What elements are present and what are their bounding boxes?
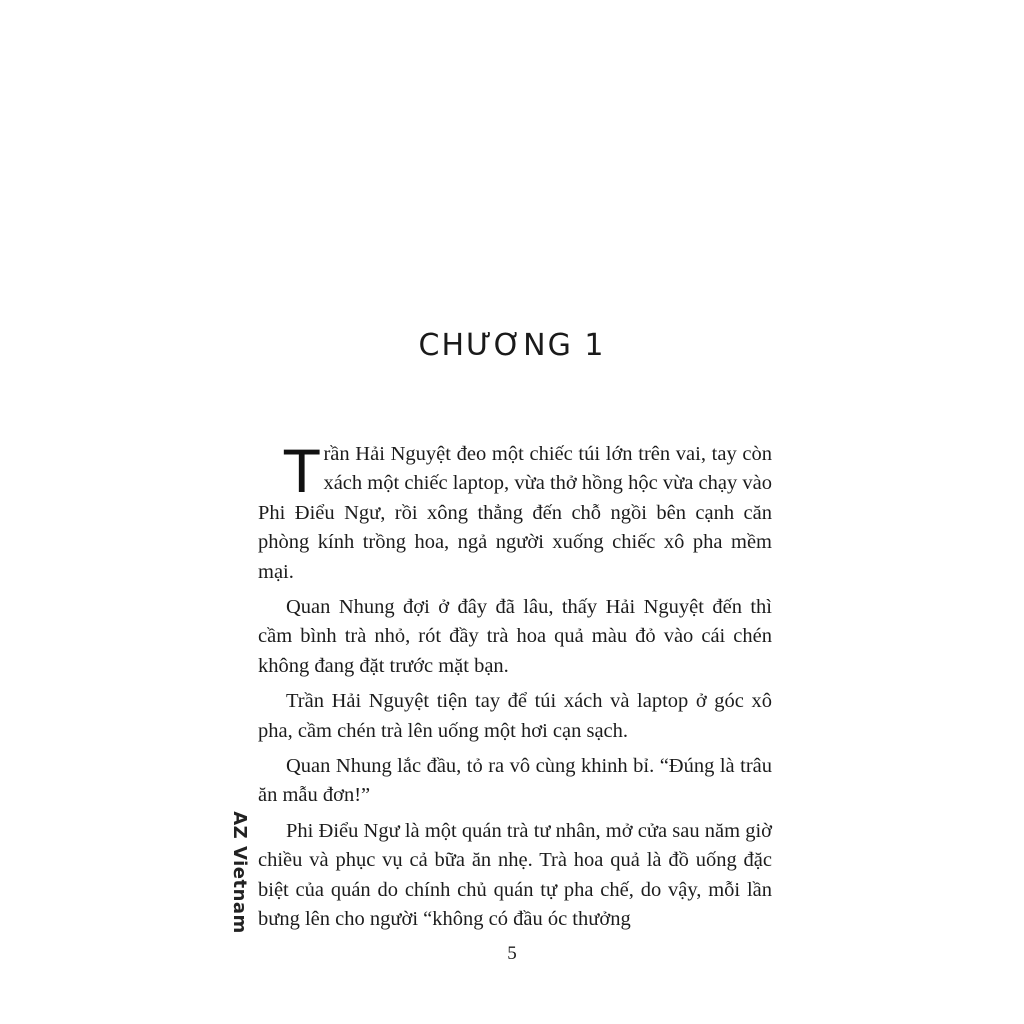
paragraph-1 [258,440,772,587]
page-number: 5 [507,943,517,964]
chapter-body [258,440,772,941]
drop-cap: T [284,438,320,506]
publisher-logo-text: AZ Vietnam [228,811,250,934]
paragraph-4: Quan Nhung lắc đầu, tỏ ra vô cùng khinh bỉ. “Đúng là trâu ăn mẫu đơn!” [258,755,772,807]
paragraph-5: Phi Điểu Ngư là một quán trà tư nhân, mở cửa sau năm giờ chiều và phục vụ cả bữa ăn nhẹ. Trà hoa quả là đồ uống đặc biệt của quán do chính chủ quán tự pha chế, do vậy, mỗi lần bưng lên cho người “không có đầu óc thưởng [258,819,772,931]
paragraph-2: Quan Nhung đợi ở đây đã lâu, thấy Hải Nguyệt đến thì cầm bình trà nhỏ, rót đầy trà hoa quả màu đỏ vào cái chén không đang đặt trước mặt bạn. [258,596,772,677]
paragraph-1-text: rần Hải Nguyệt đeo một chiếc túi lớn trên vai, tay còn xách một chiếc laptop, vừa thở hồng hộc vừa chạy vào Phi Điểu Ngư, rồi xông thẳng đến chỗ ngồi bên cạnh căn phòng kính trồng hoa, ngả người xuống chiếc xô pha mềm mại. [258,443,772,583]
chapter-title: CHƯƠNG 1 [418,328,606,363]
paragraph-3: Trần Hải Nguyệt tiện tay để túi xách và laptop ở góc xô pha, cầm chén trà lên uống một hơi cạn sạch. [258,690,772,742]
publisher-logo [196,811,250,934]
